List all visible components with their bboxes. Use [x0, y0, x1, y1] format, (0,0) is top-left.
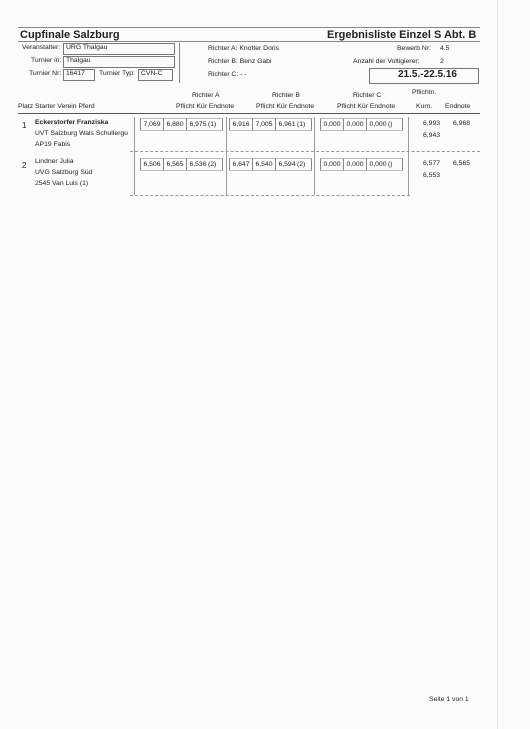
- sep-1: [134, 117, 135, 195]
- anzahl-label: Anzahl der Voltigierer:: [353, 58, 420, 65]
- row-1-a-rank: (1): [208, 118, 223, 131]
- row-2-platz: 2: [22, 161, 27, 170]
- row-2-a-rank: (2): [208, 158, 223, 171]
- row-1-endnote: 6,968: [453, 120, 471, 127]
- row-1-pflichtn: 6,993: [423, 120, 441, 127]
- header-divider: [179, 43, 180, 83]
- bewerb-value: 4.5: [440, 45, 450, 52]
- row-2-c-kuer: 0,000: [343, 158, 366, 171]
- richter-b: Richter B: Benz Gabi: [208, 58, 272, 65]
- row-1-c-endnote: 0,000: [366, 118, 389, 131]
- richter-a: Richter A: Knotter Doris: [208, 45, 280, 52]
- sep-2: [226, 117, 227, 195]
- veranstalter-label: Veranstalter:: [22, 44, 61, 51]
- row-2-a-pflicht: 6,506: [140, 158, 163, 171]
- row-1-c-pflicht: 0,000: [320, 118, 343, 131]
- row-2-pferd: 2545 Van Luis (1): [35, 180, 89, 187]
- row-1-verein: UVT Salzburg Wals Schullergu: [35, 130, 128, 137]
- col-pflicht-kuer-b: Pflicht Kür Endnote: [256, 103, 315, 110]
- page-number: Seite 1 von 1: [429, 696, 469, 703]
- column-header-rule: [18, 113, 480, 114]
- turnier-in-value: Thalgau: [66, 57, 91, 64]
- row-2-c-pflicht: 0,000: [320, 158, 343, 171]
- turnier-in-label: Turnier in:: [31, 57, 62, 64]
- turnier-typ-label: Turnier Typ:: [99, 70, 135, 77]
- row-2-endnote: 6,565: [453, 160, 471, 167]
- row-1-c-kuer: 0,000: [343, 118, 366, 131]
- richter-c: Richter C: - -: [208, 71, 247, 78]
- turnier-nr-label: Turnier Nr:: [29, 70, 62, 77]
- row-1-name: Eckerstorfer Franziska: [35, 119, 109, 126]
- row-2-verein: UVG Salzburg Süd: [35, 169, 93, 176]
- col-pflicht-kuer-a: Pflicht Kür Endnote: [176, 103, 235, 110]
- turnier-nr-value: 16417: [66, 70, 85, 77]
- col-kurn: Kurn.: [416, 103, 433, 110]
- col-endnote: Endnote: [445, 103, 471, 110]
- row-2-b-rank: (2): [297, 158, 312, 171]
- row-1-b-endnote: 6,961: [275, 118, 298, 131]
- row-1-a-pflicht: 7,069: [140, 118, 163, 131]
- row-1-platz: 1: [22, 121, 27, 130]
- row-1-c-rank: (): [388, 118, 403, 131]
- row-2-b-pflicht: 6,647: [229, 158, 252, 171]
- veranstalter-value: URG Thalgau: [66, 44, 108, 51]
- col-richter-a: Richter A: [192, 92, 220, 99]
- page-edge-line: [497, 0, 498, 729]
- row-1-separator: [130, 151, 480, 152]
- row-1-b-rank: (1): [297, 118, 312, 131]
- title-rule: [18, 41, 480, 42]
- row-2-a-kuer: 6,565: [163, 158, 186, 171]
- list-title: Ergebnisliste Einzel S Abt. B: [327, 29, 477, 41]
- row-2-c-endnote: 0,000: [366, 158, 389, 171]
- col-pflichtn: Pflichtn.: [412, 89, 437, 96]
- row-2-c-rank: (): [388, 158, 403, 171]
- row-2-separator: [130, 195, 410, 196]
- anzahl-value: 2: [440, 58, 444, 65]
- row-2-kurn: 6,553: [423, 172, 441, 179]
- row-1-a-endnote: 6,975: [186, 118, 209, 131]
- turnier-typ-value: CVN-C: [141, 70, 163, 77]
- bewerb-label: Bewerb Nr:: [397, 45, 431, 52]
- top-rule: [18, 27, 480, 28]
- row-1-kurn: 6,943: [423, 132, 441, 139]
- row-1-b-pflicht: 6,916: [229, 118, 252, 131]
- col-platz-starter: Platz Starter Verein Pferd: [18, 103, 95, 110]
- col-pflicht-kuer-c: Pflicht Kür Endnote: [337, 103, 396, 110]
- sep-4: [408, 117, 409, 195]
- col-richter-c: Richter C: [353, 92, 382, 99]
- row-2-pflichtn: 6,577: [423, 160, 441, 167]
- date: 21.5.-22.5.16: [398, 69, 457, 80]
- row-1-pferd: AP19 Fabis: [35, 141, 71, 148]
- row-2-b-kuer: 6,540: [252, 158, 275, 171]
- row-2-a-endnote: 6,536: [186, 158, 209, 171]
- sep-3: [314, 117, 315, 195]
- row-1-a-kuer: 6,880: [163, 118, 186, 131]
- row-2-b-endnote: 6,594: [275, 158, 298, 171]
- document-title: Cupfinale Salzburg: [20, 29, 120, 41]
- col-richter-b: Richter B: [272, 92, 300, 99]
- row-2-name: Lindner Julia: [35, 158, 74, 165]
- row-1-b-kuer: 7,005: [252, 118, 275, 131]
